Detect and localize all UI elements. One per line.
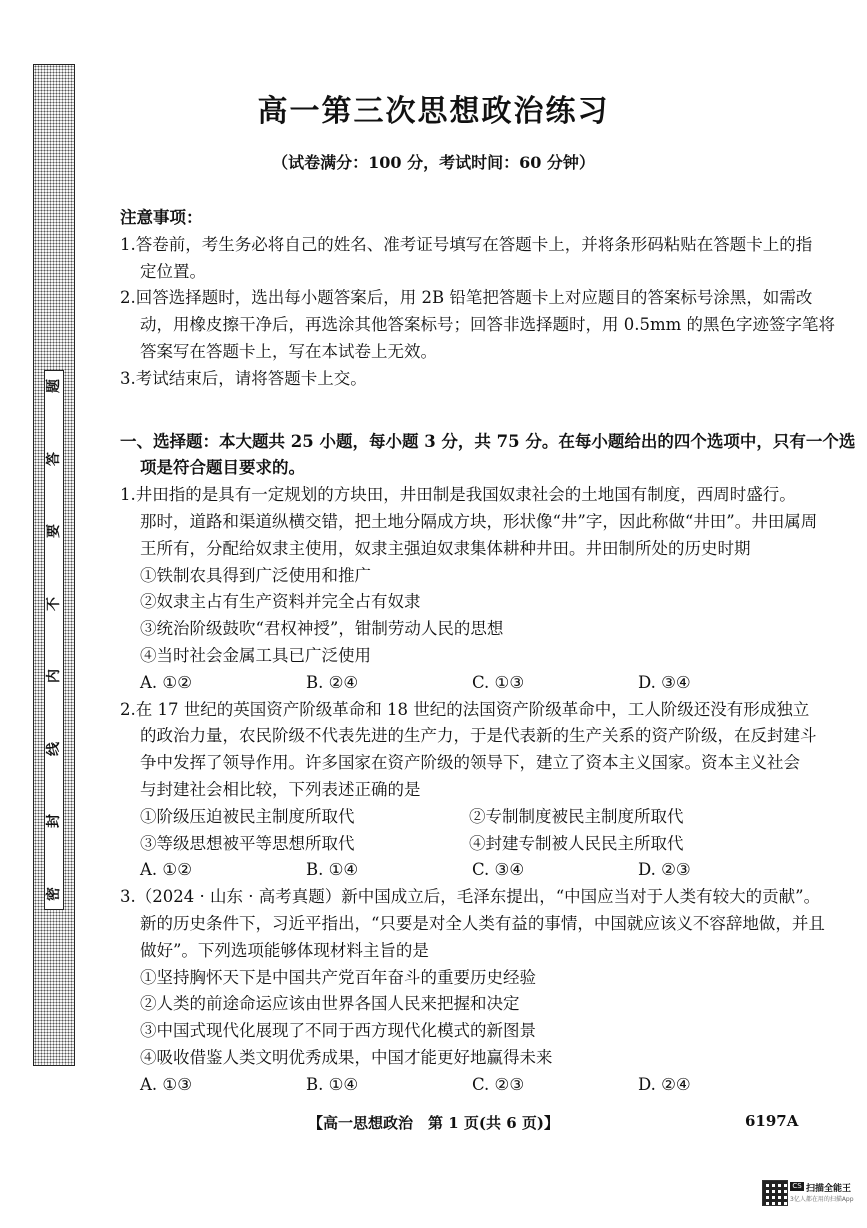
binding-char: 密: [46, 886, 62, 901]
question-item: ①阶级压迫被民主制度所取代: [140, 806, 355, 826]
notice-line: 1.答卷前，考生务必将自己的姓名、准考证号填写在答题卡上，并将条形码粘贴在答题卡上的指: [120, 234, 813, 254]
option-c: C. ③④: [472, 860, 525, 880]
qr-code-icon: [762, 1180, 788, 1206]
question-item: ③中国式现代化展现了不同于西方现代化模式的新图景: [140, 1021, 536, 1041]
section-heading: 一、选择题：本大题共 25 小题，每小题 3 分，共 75 分。在每小题给出的四个选项中，只有一个选: [120, 431, 856, 451]
option-c: C. ②③: [472, 1074, 525, 1094]
option-a: A. ①②: [140, 860, 192, 880]
binding-strip: [33, 64, 75, 1066]
notice-heading: 注意事项：: [120, 208, 203, 227]
question-item: ②专制制度被民主制度所取代: [469, 806, 684, 826]
question-stem: 那时，道路和渠道纵横交错，把土地分隔成方块，形状像“井”字，因此称做“井田”。井田属周: [140, 511, 818, 531]
option-d: D. ②④: [638, 1074, 691, 1094]
answer-options: [120, 670, 810, 697]
option-a: A. ①②: [140, 672, 192, 692]
option-c: C. ①③: [472, 672, 525, 692]
page-title: 高一第三次思想政治练习: [257, 94, 610, 129]
question-item: ②奴隶主占有生产资料并完全占有奴隶: [140, 592, 421, 612]
question-item: ③等级思想被平等思想所取代: [140, 833, 355, 853]
question-item: ④当时社会金属工具已广泛使用: [140, 645, 371, 665]
option-b: B. ①④: [306, 1074, 359, 1094]
question-item: ④吸收借鉴人类文明优秀成果，中国才能更好地赢得未来: [140, 1047, 553, 1067]
option-b: B. ②④: [306, 672, 359, 692]
question-stem: 的政治力量，农民阶级不代表先进的生产力，于是代表新的生产关系的资产阶级，在反封建斗: [140, 726, 817, 746]
answer-options: [120, 857, 810, 884]
question-item-row: [120, 831, 810, 858]
question-stem: 王所有，分配给奴隶主使用，奴隶主强迫奴隶集体耕种井田。井田制所处的历史时期: [140, 538, 751, 558]
section-heading: 项是符合题目要求的。: [140, 458, 305, 478]
notice-line: 动，用橡皮擦干净后，再选涂其他答案标号；回答非选择题时，用 0.5mm 的黑色字迹签字笔将: [140, 315, 836, 335]
question-item: ④封建专制被人民民主所取代: [469, 833, 684, 853]
option-a: A. ①③: [140, 1074, 192, 1094]
binding-warning: [44, 370, 64, 910]
scanner-name: 扫描全能王: [806, 1184, 852, 1194]
question-item: ①铁制农具得到广泛使用和推广: [140, 565, 371, 585]
option-b: B. ①④: [306, 860, 359, 880]
binding-char: 不: [46, 596, 62, 611]
question-stem: 1.井田指的是具有一定规划的方块田，井田制是我国奴隶社会的土地国有制度，西周时盛行。: [120, 485, 796, 505]
question-stem: 做好”。下列选项能够体现材料主旨的是: [140, 940, 429, 960]
question-item-row: [120, 804, 810, 831]
scanner-tagline: 3亿人都在用的扫描App: [790, 1196, 854, 1203]
question-stem: 新的历史条件下，习近平指出，“只要是对全人类有益的事情，中国就应该义不容辞地做，并且: [140, 913, 825, 933]
exam-info: （试卷满分：100 分，考试时间：60 分钟）: [272, 153, 595, 172]
option-d: D. ③④: [638, 672, 691, 692]
binding-char: 内: [46, 669, 62, 684]
question-stem: 2.在 17 世纪的英国资产阶级革命和 18 世纪的法国资产阶级革命中，工人阶级还没有形成独立: [120, 699, 810, 719]
binding-char: 答: [46, 451, 62, 466]
exam-content: [120, 205, 856, 1099]
binding-char: 线: [46, 741, 62, 756]
question-item: ②人类的前途命运应该由世界各国人民来把握和决定: [140, 994, 520, 1014]
scanner-logo: CS: [790, 1182, 804, 1191]
answer-options: [120, 1072, 810, 1099]
question-item: ①坚持胸怀天下是中国共产党百年奋斗的重要历史经验: [140, 967, 536, 987]
question-stem: 争中发挥了领导作用。许多国家在资产阶级的领导下，建立了资本主义国家。资本主义社会: [140, 753, 800, 773]
notice-line: 定位置。: [140, 261, 206, 281]
exam-code: 6197A: [745, 1112, 799, 1130]
notice-line: 2.回答选择题时，选出每小题答案后，用 2B 铅笔把答题卡上对应题目的答案标号涂黑，如需改: [120, 288, 813, 308]
question-stem: 3.（2024 · 山东 · 高考真题）新中国成立后，毛泽东提出，“中国应当对于人类有较大的贡献”。: [120, 887, 821, 907]
notice-line: 3.考试结束后，请将答题卡上交。: [120, 368, 367, 388]
question-item: ③统治阶级鼓吹“君权神授”，钳制劳动人民的思想: [140, 619, 504, 639]
binding-char: 要: [46, 524, 62, 539]
binding-char: 题: [46, 379, 62, 393]
binding-char: 封: [46, 814, 62, 829]
page-footer: 【高一思想政治 第 1 页(共 6 页)】: [308, 1114, 559, 1132]
notice-line: 答案写在答题卡上，写在本试卷上无效。: [140, 341, 437, 361]
question-stem: 与封建社会相比较，下列表述正确的是: [140, 779, 421, 799]
option-d: D. ②③: [638, 860, 691, 880]
